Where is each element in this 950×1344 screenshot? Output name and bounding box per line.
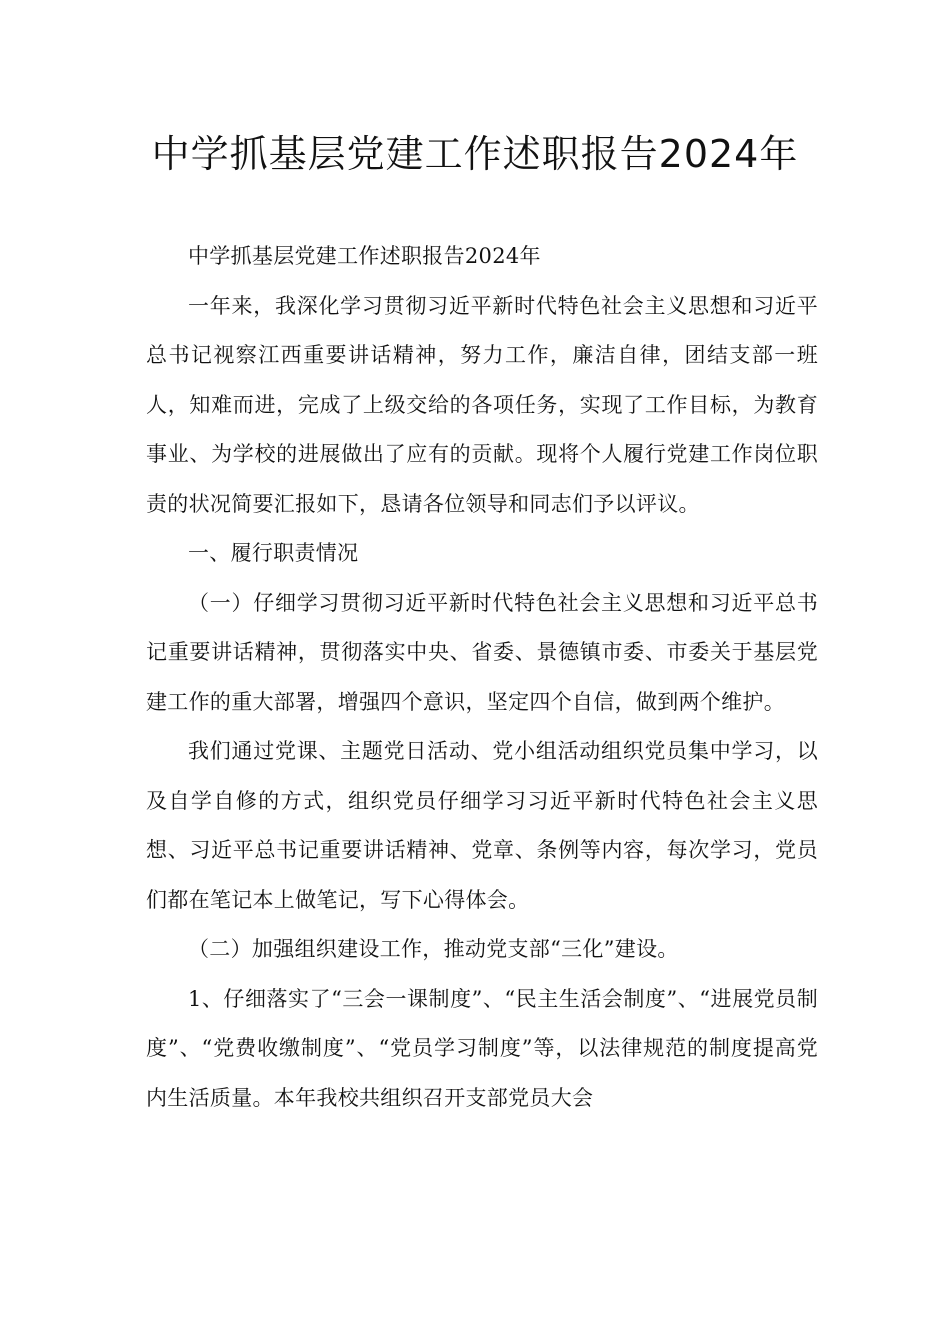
paragraph-item-1: （一）仔细学习贯彻习近平新时代特色社会主义思想和习近平总书记重要讲话精神，贯彻落实中央、省委、景德镇市委、市委关于基层党建工作的重大部署，增强四个意识，坚定四个自信，做到两个维护。: [146, 590, 818, 714]
document-body: [146, 232, 818, 1123]
paragraph-rules: 1、仔细落实了“三会一课制度”、“民主生活会制度”、“进展党员制度”、“党费收缴制度”、“党员学习制度”等，以法律规范的制度提高党内生活质量。本年我校共组织召开支部党员大会: [146, 986, 818, 1110]
paragraph-study: 我们通过党课、主题党日活动、党小组活动组织党员集中学习，以及自学自修的方式，组织党员仔细学习习近平新时代特色社会主义思想、习近平总书记重要讲话精神、党章、条例等内容，每次学习，党员们都在笔记本上做笔记，写下心得体会。: [146, 739, 818, 912]
section-heading-duties: 一、履行职责情况: [188, 541, 359, 565]
paragraph-intro: 一年来，我深化学习贯彻习近平新时代特色社会主义思想和习近平总书记视察江西重要讲话精神，努力工作，廉洁自律，团结支部一班人，知难而进，完成了上级交给的各项任务，实现了工作目标，为教育事业、为学校的进展做出了应有的贡献。现将个人履行党建工作岗位职责的状况简要汇报如下，恳请各位领导和同志们予以评议。: [146, 293, 818, 516]
paragraph-item-2: （二）加强组织建设工作，推动党支部“三化”建设。: [188, 937, 679, 961]
paragraph-subtitle: 中学抓基层党建工作述职报告2024年: [188, 244, 541, 268]
document-title: 中学抓基层党建工作述职报告2024年: [151, 132, 799, 176]
